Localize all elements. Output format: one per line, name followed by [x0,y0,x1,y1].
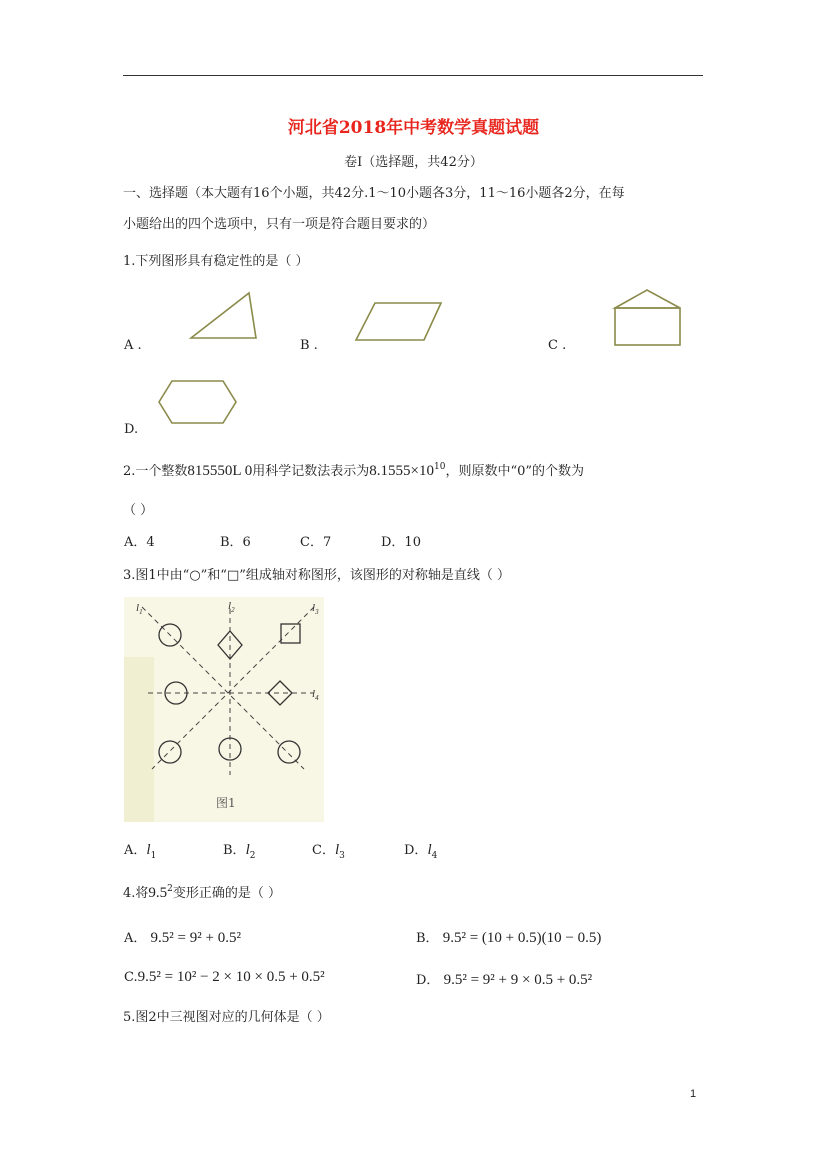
label-l1: $l_1$ [136,602,143,616]
q4-option-b [416,927,601,947]
q2-sci-base: 8.1555×10 [369,463,434,479]
q3-option-a [124,839,156,861]
q3-option-a-sub: 1 [150,851,157,861]
q1-option-c-label: C . [548,338,567,353]
label-l4: $l_4$ [312,688,319,702]
q4-option-c-letter: C. [124,970,138,985]
q4-option-d [416,969,592,989]
q3-option-b-sub: 2 [249,851,256,861]
header-rule [123,75,703,76]
section-intro-line1: 一、选择题（本大题有16个小题，共42分.1～10小题各3分，11～16小题各2分，在每 [123,186,625,201]
q3-figure-1 [124,597,324,822]
q2-number: 815550L 0 [187,463,253,479]
q4-option-d-expr: 9.5² = 9² + 9 × 0.5 + 0.5² [443,972,593,988]
q1-parallelogram-figure [352,298,447,344]
section-intro-line2: 小题给出的四个选项中，只有一项是符合题目要求的） [123,217,436,232]
q2-stem-prefix: 2.一个整数 [123,464,188,479]
q2-stem-mid: 用科学记数法表示为 [252,464,370,479]
house-body-shape [615,308,680,345]
q1-house-figure [610,286,690,348]
q2-option-b: B．6 [220,535,251,550]
q3-option-d-sub: 4 [431,851,438,861]
q3-option-c-sub: 3 [339,851,345,861]
house-roof-shape [615,290,680,308]
label-l3: $l_3$ [312,602,319,616]
q4-stem-base: 9.5 [148,885,168,901]
q2-option-c: C．7 [300,535,332,550]
q1-option-a-label: A . [124,338,142,353]
q2-option-a: A．4 [124,535,155,550]
q4-stem-exp: 2 [167,884,173,894]
page-number: 1 [690,1088,697,1100]
q2-stem-suffix: ，则原数中“0”的个数为 [445,464,585,479]
q3-option-b-letter: B． [223,843,246,858]
q4-option-a-expr: 9.5² = 9² + 0.5² [150,930,241,946]
q4-stem-suffix: 变形正确的是（ ） [172,886,282,901]
q4-option-a [124,927,241,947]
q4-option-d-letter: D． [416,973,440,988]
figure-faded-left-band [124,657,154,822]
question-1-stem: 1.下列图形具有稳定性的是（ ） [123,254,309,269]
hexagon-shape [159,381,236,423]
q1-option-d-label: D. [124,422,139,437]
q3-option-a-letter: A． [124,843,147,858]
question-5-stem: 5.图2中三视图对应的几何体是（ ） [123,1010,330,1025]
q1-option-b-label: B . [300,338,318,353]
page-title: 河北省2018年中考数学真题试题 [287,118,540,138]
q4-option-c-expr: 9.5² = 10² − 2 × 10 × 0.5 + 0.5² [137,969,325,985]
q1-triangle-figure [185,290,265,345]
q4-stem-prefix: 4.将 [123,886,149,901]
figure-caption: 图1 [216,796,236,810]
q3-option-a-var: l [146,842,151,858]
q3-option-d [404,839,437,861]
q1-hexagon-figure [155,377,240,427]
question-4-stem [123,882,281,902]
label-l2: $l_2$ [228,600,235,614]
q3-option-d-var: l [427,842,432,858]
q4-option-c [124,969,325,986]
q3-option-c [312,839,345,861]
q3-option-c-var: l [334,842,340,858]
q4-option-a-letter: A． [124,931,147,946]
q3-option-d-letter: D． [404,843,428,858]
q4-option-b-expr: 9.5² = (10 + 0.5)(10 − 0.5) [442,930,602,946]
parallelogram-shape [356,303,441,340]
question-2-stem [123,460,723,480]
question-2-stem-line2: （ ） [123,503,154,518]
q2-sci-exp: 10 [434,462,446,472]
triangle-shape [191,293,256,338]
q2-option-d: D．10 [381,535,421,550]
question-3-stem: 3.图1中由“○”和“□”组成轴对称图形，该图形的对称轴是直线（ ） [123,568,511,583]
q4-option-b-letter: B． [416,931,439,946]
q3-option-b [223,839,255,861]
section-subtitle: 卷Ⅰ（选择题，共42分） [344,155,483,170]
q3-option-c-letter: C． [312,843,335,858]
q3-option-b-var: l [245,842,250,858]
